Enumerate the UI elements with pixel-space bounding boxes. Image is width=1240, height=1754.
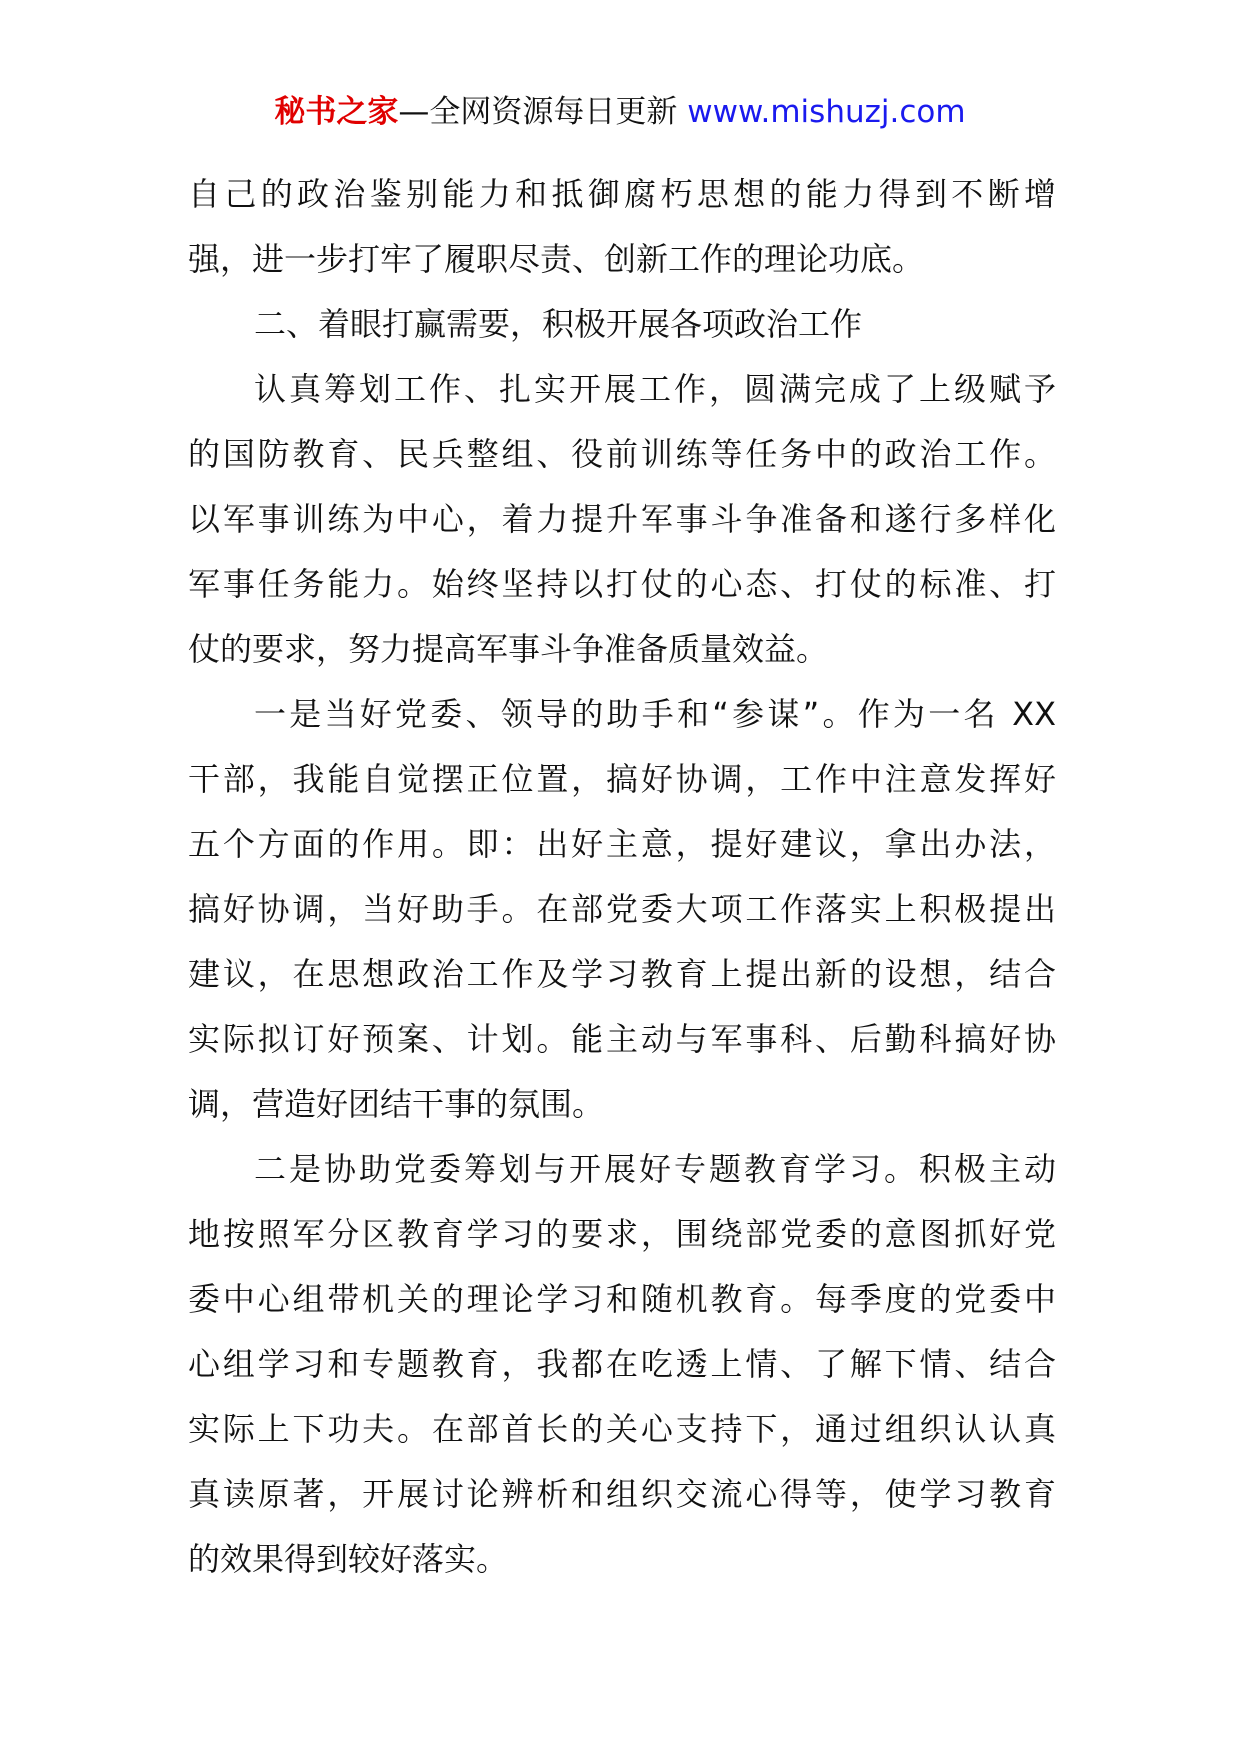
text-line: 干部，我能自觉摆正位置，搞好协调，工作中注意发挥好 (188, 760, 1056, 798)
page-header (0, 92, 1240, 132)
header-site-url[interactable]: www.mishuzj.com (687, 94, 966, 130)
text-line: 调，营造好团结干事的氛围。 (188, 1085, 605, 1123)
header-tagline: —全网资源每日更新 (398, 94, 688, 130)
text-line: 军事任务能力。始终坚持以打仗的心态、打仗的标准、打 (188, 565, 1056, 603)
text-line: 一是当好党委、领导的助手和“参谋”。作为一名 XX (254, 695, 1056, 733)
text-line: 心组学习和专题教育，我都在吃透上情、了解下情、结合 (188, 1345, 1056, 1383)
text-line: 认真筹划工作、扎实开展工作，圆满完成了上级赋予 (254, 370, 1056, 408)
header-brand: 秘书之家 (274, 94, 399, 130)
text-line: 真读原著，开展讨论辨析和组织交流心得等，使学习教育 (188, 1475, 1056, 1513)
text-line: 建议，在思想政治工作及学习教育上提出新的设想，结合 (188, 955, 1056, 993)
text-line: 委中心组带机关的理论学习和随机教育。每季度的党委中 (188, 1280, 1056, 1318)
text-line: 以军事训练为中心，着力提升军事斗争准备和遂行多样化 (188, 500, 1056, 538)
text-line: 的效果得到较好落实。 (188, 1540, 509, 1578)
document-body (188, 162, 1056, 1592)
text-line: 强，进一步打牢了履职尽责、创新工作的理论功底。 (188, 240, 925, 278)
text-line: 二是协助党委筹划与开展好专题教育学习。积极主动 (254, 1150, 1056, 1188)
section-heading: 二、着眼打赢需要，积极开展各项政治工作 (254, 305, 863, 343)
text-line: 的国防教育、民兵整组、役前训练等任务中的政治工作。 (188, 435, 1056, 473)
text-line: 仗的要求，努力提高军事斗争准备质量效益。 (188, 630, 829, 668)
text-line: 自己的政治鉴别能力和抵御腐朽思想的能力得到不断增 (188, 175, 1056, 213)
text-line: 地按照军分区教育学习的要求，围绕部党委的意图抓好党 (188, 1215, 1056, 1253)
text-line: 实际拟订好预案、计划。能主动与军事科、后勤科搞好协 (188, 1020, 1056, 1058)
text-line: 五个方面的作用。即：出好主意，提好建议，拿出办法， (188, 825, 1056, 863)
text-line: 实际上下功夫。在部首长的关心支持下，通过组织认认真 (188, 1410, 1056, 1448)
text-line: 搞好协调，当好助手。在部党委大项工作落实上积极提出 (188, 890, 1056, 928)
